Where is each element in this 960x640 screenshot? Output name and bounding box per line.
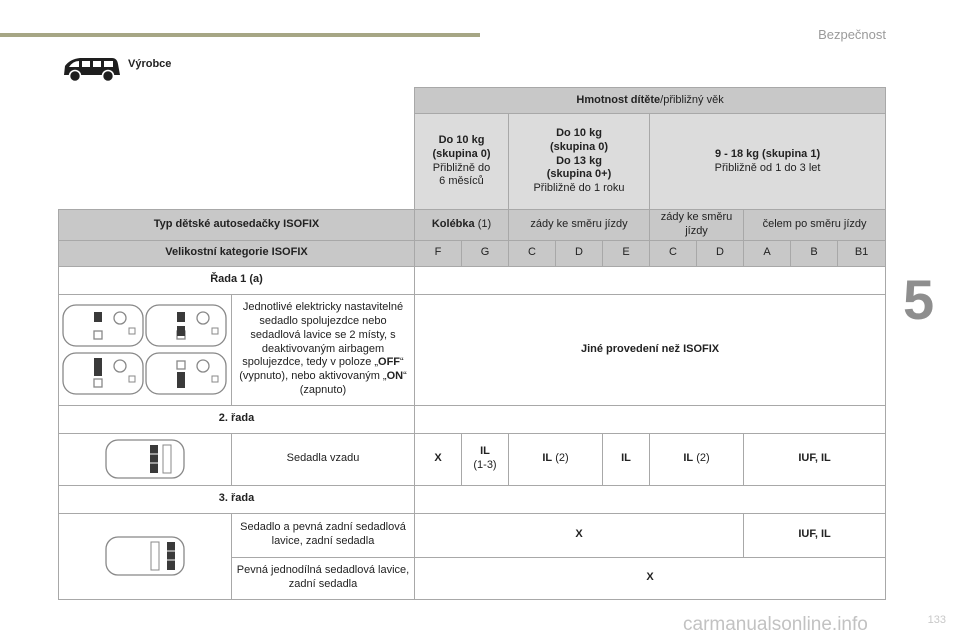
group-0-cell: Do 10 kg (skupina 0) Přibližně do 6 měsíců (415, 114, 509, 210)
third-row-diagram (59, 513, 232, 599)
row2-description: Sedadla vzadu (232, 433, 415, 485)
seat-type-row (59, 210, 886, 241)
car-rear-seats-icon (103, 437, 187, 481)
row3-value-2: IUF, IL (744, 513, 886, 557)
section-title: Bezpečnost (818, 27, 886, 42)
weight-header: Hmotnost dítěte/přibližný věk (415, 88, 886, 114)
watermark: carmanualsonline.info (683, 614, 868, 635)
row2-value-g: IL (1-3) (462, 433, 509, 485)
row1-row (59, 294, 886, 405)
size-class-cell: D (556, 240, 603, 266)
row2-value-cd2: IL (2) (650, 433, 744, 485)
rear-facing-cell-2: zády ke směru jízdy (650, 210, 744, 241)
row3-title: 3. řada (59, 485, 415, 513)
rear-facing-cell: zády ke směru jízdy (509, 210, 650, 241)
row3-description-2: Pevná jednodílná sedadlová lavice, zadní sedadla (232, 557, 415, 599)
header-bar (0, 33, 480, 37)
row3-description-1: Sedadlo a pevná zadní sedadlová lavice, zadní sedadla (232, 513, 415, 557)
row2-value-e: IL (603, 433, 650, 485)
size-class-row (59, 240, 886, 266)
row3-title-row (59, 485, 886, 513)
front-seats-diagram (59, 294, 232, 405)
row3-value-3: X (415, 557, 886, 599)
maker-label-block (60, 56, 171, 86)
row3-value-1: X (415, 513, 744, 557)
chapter-number: 5 (903, 268, 935, 331)
size-class-cell: B (791, 240, 838, 266)
row2-title: 2. řada (59, 405, 415, 433)
maker-label: Výrobce (128, 58, 172, 70)
row1-value: Jiné provedení než ISOFIX (415, 294, 886, 405)
size-class-cell: C (509, 240, 556, 266)
forward-facing-cell: čelem po směru jízdy (744, 210, 886, 241)
row1-title-row (59, 266, 886, 294)
isofix-table (58, 87, 886, 600)
row2-value-cd: IL (2) (509, 433, 603, 485)
row2-value-ab: IUF, IL (744, 433, 886, 485)
size-class-cell: A (744, 240, 791, 266)
row2-value-f: X (415, 433, 462, 485)
row1-description: Jednotlivé elektricky nastavitelné sedadlo spolujezdce nebo sedadlová lavice se 2 místy, s deaktivovaným airbagem spolujezdce, tedy v poloze „OFF“ (vypnuto), nebo aktivovaným „ON“ (zapnuto) (232, 294, 415, 405)
weight-header-row (59, 88, 886, 114)
size-class-cell: C (650, 240, 697, 266)
group-1-cell: 9 - 18 kg (skupina 1) Přibližně od 1 do 3 let (650, 114, 886, 210)
seat-type-label: Typ dětské autosedačky ISOFIX (59, 210, 415, 241)
row2-title-row (59, 405, 886, 433)
row2-row (59, 433, 886, 485)
size-class-cell: E (603, 240, 650, 266)
group-0plus-cell: Do 10 kg (skupina 0) Do 13 kg (skupina 0+) Přibližně do 1 roku (509, 114, 650, 210)
van-icon (60, 56, 122, 84)
size-class-label: Velikostní kategorie ISOFIX (59, 240, 415, 266)
car-third-row-icon (103, 534, 187, 578)
size-class-cell: D (697, 240, 744, 266)
size-class-cell: B1 (838, 240, 886, 266)
car-front-seats-icon (60, 300, 230, 400)
row3-row-1 (59, 513, 886, 557)
rear-seats-diagram (59, 433, 232, 485)
row1-title: Řada 1 (a) (59, 266, 415, 294)
size-class-cell: F (415, 240, 462, 266)
page-number: 133 (927, 614, 946, 626)
carrycot-cell: Kolébka (1) (415, 210, 509, 241)
size-class-cell: G (462, 240, 509, 266)
